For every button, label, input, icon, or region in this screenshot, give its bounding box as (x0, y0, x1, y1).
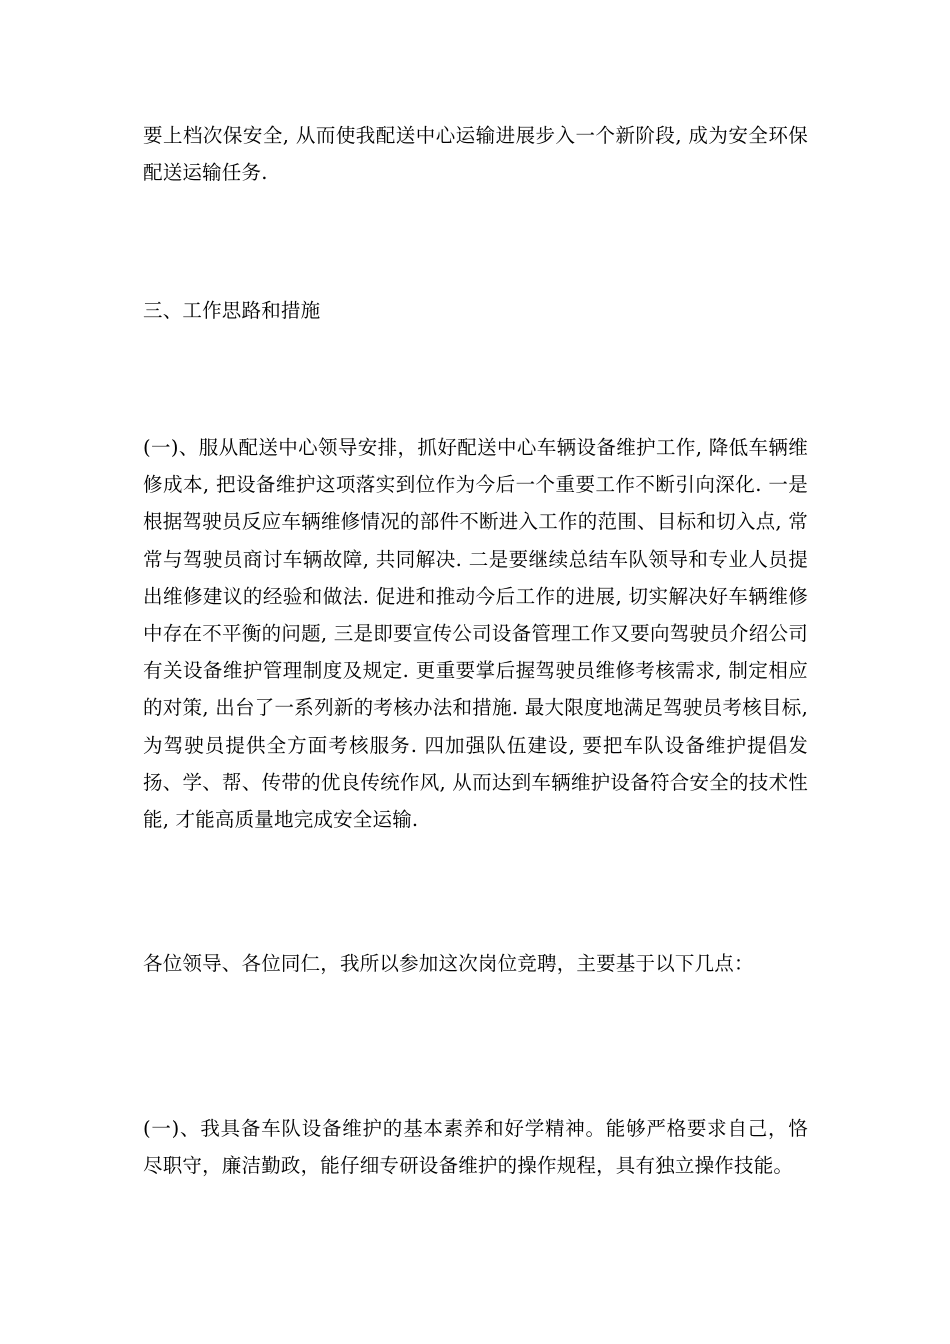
section-heading-work-ideas: 三、工作思路和措施 (143, 299, 321, 322)
paragraph-intro-continuation: 要上档次保安全, 从而使我配送中心运输进展步入一个新阶段, 成为安全环保配送运输任务. (143, 124, 808, 185)
paragraph-greeting: 各位领导、各位同仁，我所以参加这次岗位竞聘，主要基于以下几点： (143, 952, 754, 975)
paragraph-qualification-one: (一)、我具备车队设备维护的基本素养和好学精神。能够严格要求自己，恪尽职守，廉洁勤政，能仔细专研设备维护的操作规程，具有独立操作技能。 (143, 1117, 808, 1178)
paragraph-work-measures: (一)、服从配送中心领导安排，抓好配送中心车辆设备维护工作, 降低车辆维修成本, 把设备维护这项落实到位作为今后一个重要工作不断引向深化. 一是根据驾驶员反应车辆维修情况的部件不断进入工作的范围、目标和切入点, 常常与驾驶员商讨车辆故障, 共同解决. 二是要继续总结车队领导和专业人员提出维修建议的经验和做法. 促进和推动今后工作的进展, 切实解决好车辆维修中存在不平衡的问题, 三是即要宣传公司设备管理工作又要向驾驶员介绍公司有关设备维护管理制度及规定. 更重要掌后握驾驶员维修考核需求, 制定相应的对策, 出台了一系列新的考核办法和措施. 最大限度地满足驾驶员考核目标, 为驾驶员提供全方面考核服务. 四加强队伍建设, 要把车队设备维护提倡发扬、学、帮、传带的优良传统作风, 从而达到车辆维护设备符合安全的技术性能, 才能高质量地完成安全运输. (143, 436, 808, 832)
